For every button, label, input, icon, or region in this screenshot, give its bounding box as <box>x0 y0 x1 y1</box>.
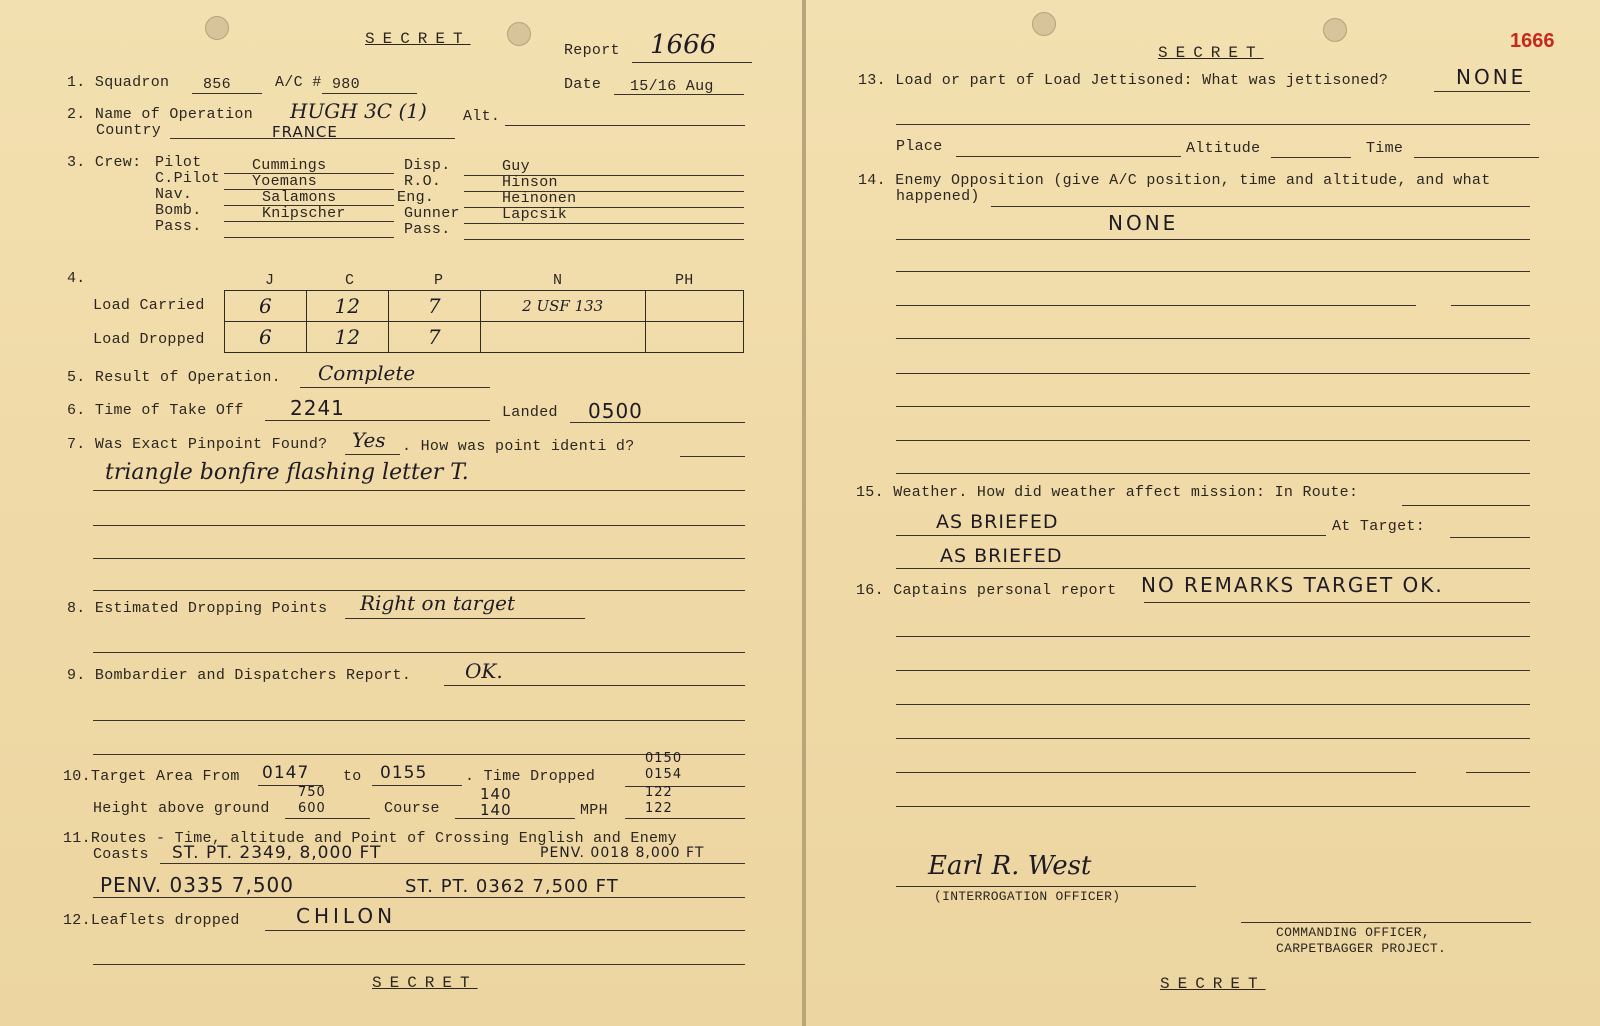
mph-label: MPH <box>580 802 608 819</box>
weather-target-label: At Target: <box>1332 518 1426 535</box>
crew-name: Salamons <box>262 189 337 206</box>
time-dropped-value: 0150 <box>645 751 683 766</box>
table-cell <box>645 291 743 322</box>
punch-hole <box>1032 12 1056 36</box>
crew-role: Gunner <box>404 205 460 222</box>
height-value: 750 <box>298 785 326 800</box>
load-label: 4. <box>67 270 86 287</box>
table-cell: 7 <box>388 291 480 322</box>
mph-value: 122 <box>645 785 673 800</box>
enemy-opposition-value: NONE <box>1108 211 1179 235</box>
interrogation-officer-title: (INTERROGATION OFFICER) <box>934 889 1121 904</box>
crew-name: Yoemans <box>252 173 318 190</box>
col-header-j: J <box>265 272 275 289</box>
crew-role: Pilot <box>155 154 202 171</box>
pinpoint-how-label: . How was point identi d? <box>402 438 635 455</box>
table-cell <box>645 322 743 353</box>
landed-label: Landed <box>502 404 558 421</box>
crew-role: C.Pilot <box>155 170 221 187</box>
table-cell <box>480 322 645 353</box>
operation-label: 2. Name of Operation <box>67 106 254 123</box>
place-label: Place <box>896 138 943 155</box>
punch-hole <box>205 16 229 40</box>
table-cell: 12 <box>306 291 388 322</box>
dropping-points-value: Right on target <box>360 591 516 615</box>
secret-footer: SECRET <box>1160 975 1266 993</box>
crew-name: Guy <box>502 158 530 175</box>
crew-name: Hinson <box>502 174 558 191</box>
crew-role: R.O. <box>404 173 442 190</box>
ac-value: 980 <box>332 76 360 93</box>
height-label: Height above ground <box>93 800 270 817</box>
crew-role: Pass. <box>155 218 202 235</box>
target-from-value: 0147 <box>262 763 310 783</box>
time-dropped-value: 0154 <box>645 767 683 782</box>
target-to-label: to <box>343 768 362 785</box>
punch-hole <box>1323 18 1347 42</box>
pinpoint-how-value: triangle bonfire flashing letter T. <box>105 460 469 485</box>
table-cell: 12 <box>306 322 388 353</box>
secret-header: SECRET <box>365 30 471 48</box>
jettisoned-value: NONE <box>1456 65 1527 89</box>
squadron-label: 1. Squadron <box>67 74 170 91</box>
crew-role: Disp. <box>404 157 451 174</box>
bombardier-report-value: OK. <box>465 659 503 683</box>
load-table <box>224 290 744 353</box>
height-value: 600 <box>298 801 326 816</box>
time-dropped-label: . Time Dropped <box>465 768 596 785</box>
enemy-opposition-label-2: happened) <box>896 188 980 205</box>
mph-value: 122 <box>645 801 673 816</box>
crew-label: 3. Crew: <box>67 154 142 171</box>
table-cell: 2 USF 133 <box>480 291 645 322</box>
crew-name: Lapcsik <box>502 206 568 223</box>
takeoff-label: 6. Time of Take Off <box>67 402 244 419</box>
crew-name: Knipscher <box>262 205 346 222</box>
table-row <box>225 322 744 353</box>
col-header-ph: PH <box>675 272 694 289</box>
routes-line-1b: PENV. 0018 8,000 FT <box>540 845 705 861</box>
course-value: 140 <box>480 801 512 819</box>
date-value: 15/16 Aug <box>630 78 714 95</box>
country-label: Country <box>96 122 162 139</box>
leaflets-label: 12.Leaflets dropped <box>63 912 240 929</box>
crew-role: Bomb. <box>155 202 202 219</box>
col-header-c: C <box>345 272 355 289</box>
result-value: Complete <box>318 361 416 385</box>
captains-report-label: 16. Captains personal report <box>856 582 1117 599</box>
secret-header: SECRET <box>1158 44 1264 62</box>
report-number-stamp: 1666 <box>1510 30 1555 52</box>
crew-name: Cummings <box>252 157 327 174</box>
weather-route-value: AS BRIEFED <box>936 511 1059 533</box>
country-value: FRANCE <box>272 123 338 141</box>
report-number: 1666 <box>650 30 717 60</box>
crew-name: Heinonen <box>502 190 577 207</box>
leaflets-value: CHILON <box>296 904 397 928</box>
table-cell: 6 <box>225 322 307 353</box>
target-area-label: 10.Target Area From <box>63 768 240 785</box>
crew-role: Eng. <box>397 189 435 206</box>
right-form-page <box>806 0 1600 1026</box>
punch-hole <box>507 22 531 46</box>
report-label: Report <box>564 42 620 59</box>
operation-value: HUGH 3C (1) <box>290 99 427 123</box>
captains-report-value: NO REMARKS TARGET OK. <box>1141 573 1444 597</box>
time-label: Time <box>1366 140 1404 157</box>
weather-label: 15. Weather. How did weather affect mission: In Route: <box>856 484 1359 501</box>
takeoff-value: 2241 <box>290 396 345 420</box>
routes-line-2b: ST. PT. 0362 7,500 FT <box>405 876 619 897</box>
interrogation-officer-signature: Earl R. West <box>928 851 1092 881</box>
col-header-p: P <box>434 272 444 289</box>
bombardier-report-label: 9. Bombardier and Dispatchers Report. <box>67 667 412 684</box>
col-header-n: N <box>553 272 563 289</box>
commanding-officer-line-1: COMMANDING OFFICER, <box>1276 925 1430 940</box>
result-label: 5. Result of Operation. <box>67 369 281 386</box>
weather-target-value: AS BRIEFED <box>940 545 1063 567</box>
course-label: Course <box>384 800 440 817</box>
course-value: 140 <box>480 785 512 803</box>
routes-line-1a: ST. PT. 2349, 8,000 FT <box>172 843 382 863</box>
alt-label: Alt. <box>463 108 501 125</box>
table-cell: 6 <box>225 291 307 322</box>
squadron-value: 856 <box>203 76 231 93</box>
crew-role: Nav. <box>155 186 193 203</box>
dropping-points-label: 8. Estimated Dropping Points <box>67 600 328 617</box>
enemy-opposition-label: 14. Enemy Opposition (give A/C position, time and altitude, and what <box>858 172 1491 189</box>
ac-label: A/C # <box>275 74 322 91</box>
secret-footer: SECRET <box>372 974 478 992</box>
landed-value: 0500 <box>588 399 643 423</box>
pinpoint-found-value: Yes <box>352 428 386 452</box>
routes-line-2a: PENV. 0335 7,500 <box>100 873 294 897</box>
row-label: Load Carried <box>93 297 205 314</box>
routes-coasts-label: Coasts <box>93 846 149 863</box>
altitude-label: Altitude <box>1186 140 1261 157</box>
date-label: Date <box>564 76 602 93</box>
routes-label: 11.Routes - Time, altitude and Point of Crossing English and Enemy <box>63 830 677 847</box>
table-row <box>225 291 744 322</box>
crew-role: Pass. <box>404 221 451 238</box>
row-label: Load Dropped <box>93 331 205 348</box>
table-cell: 7 <box>388 322 480 353</box>
commanding-officer-line-2: CARPETBAGGER PROJECT. <box>1276 941 1447 956</box>
jettisoned-label: 13. Load or part of Load Jettisoned: What was jettisoned? <box>858 72 1389 89</box>
pinpoint-label: 7. Was Exact Pinpoint Found? <box>67 436 328 453</box>
target-to-value: 0155 <box>380 763 428 783</box>
